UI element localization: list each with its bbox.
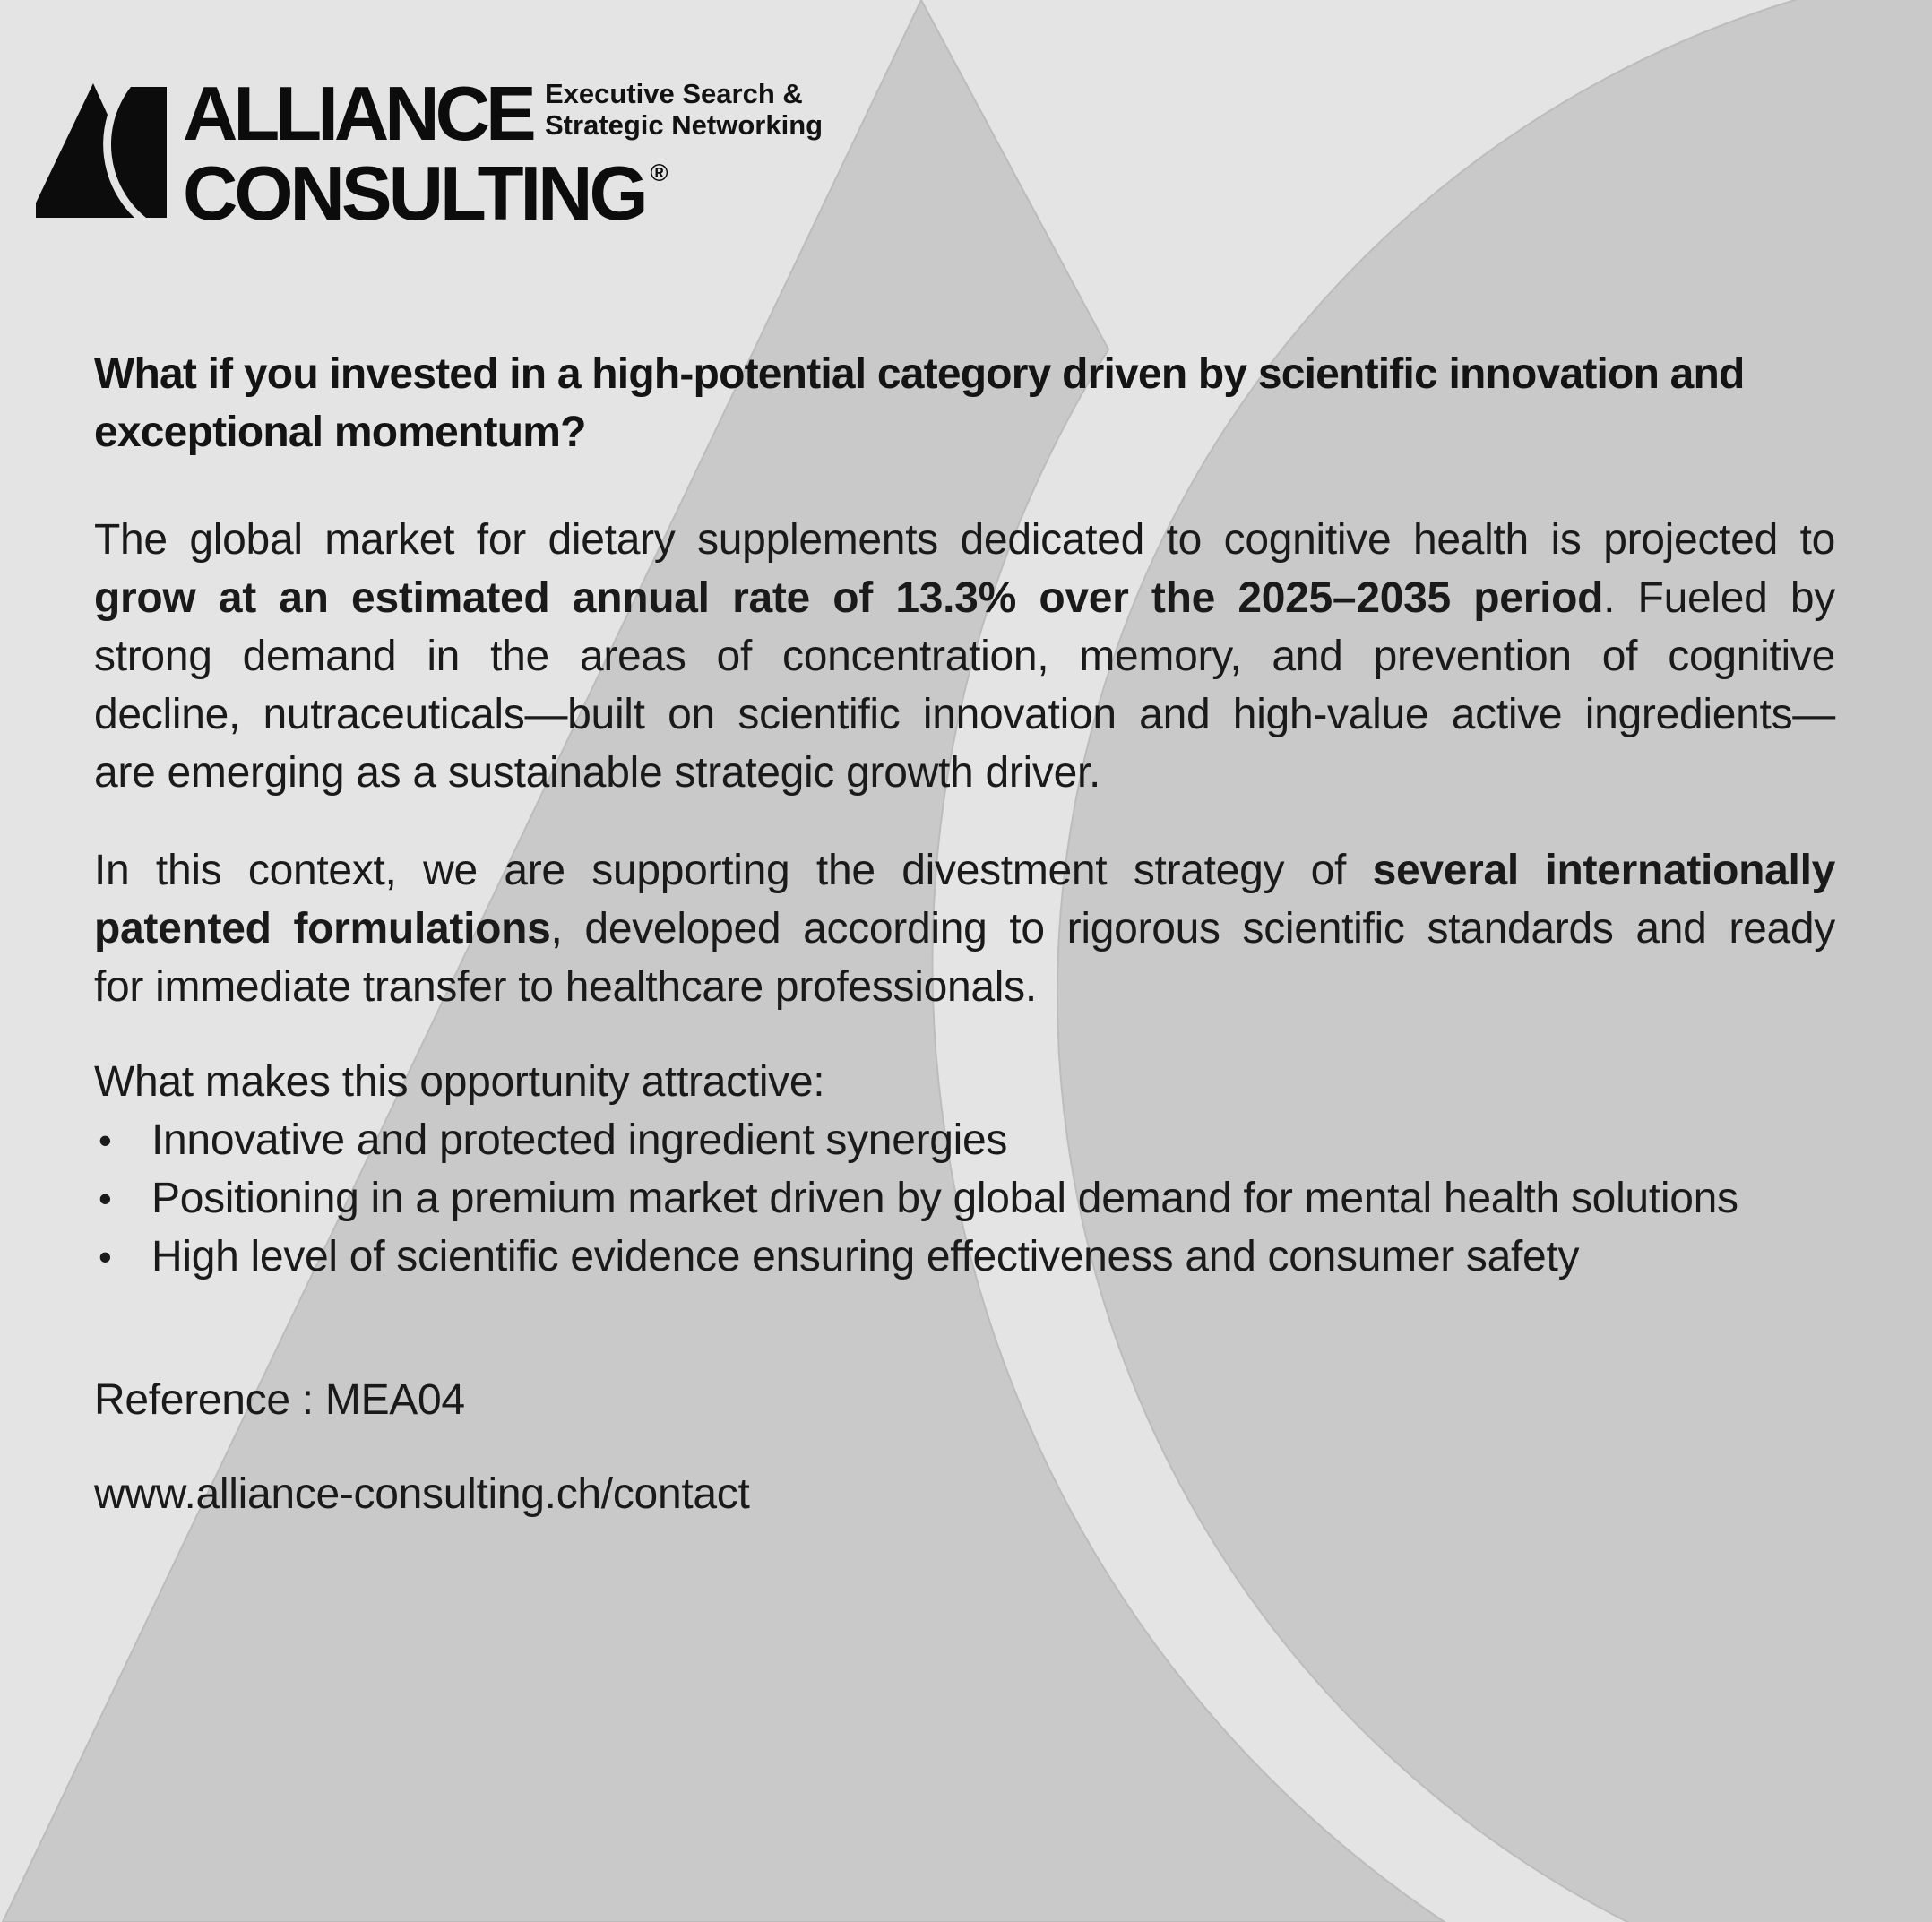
bullet-icon: • [99, 1236, 112, 1278]
paragraph-line: decline, nutraceuticals—built on scientific innovation and high-value active ingredients— [94, 691, 1835, 738]
paragraph-line: patented formulations, developed according to rigorous scientific standards and ready [94, 905, 1835, 952]
headline-line: What if you invested in a high-potential category driven by scientific innovation and [94, 350, 1745, 398]
paragraph-market-growth [94, 511, 1835, 802]
reference-code: MEA04 [324, 1376, 465, 1424]
bullet-icon: • [99, 1177, 112, 1220]
paragraph-line: are emerging as a sustainable strategic growth driver. [94, 749, 1101, 797]
list-item-text: Innovative and protected ingredient synergies [151, 1116, 1008, 1164]
logo-tagline-line1: Executive Search & [545, 78, 803, 109]
list-item-text: High level of scientific evidence ensuring effectiveness and consumer safety [151, 1233, 1580, 1280]
list-item [94, 1169, 1835, 1228]
paragraph-line: for immediate transfer to healthcare professionals. [94, 963, 1037, 1011]
brand-name-line2 [183, 151, 668, 250]
paragraph-line: In this context, we are supporting the divestment strategy of several internationally [94, 847, 1835, 894]
headline [94, 345, 1835, 461]
brand-name-line1: ALLIANCE [183, 72, 532, 157]
triangle-crescent-monogram-icon [36, 67, 170, 218]
paragraph-line: The global market for dietary supplements dedicated to cognitive health is projected to [94, 516, 1835, 564]
registered-trademark-symbol: ® [650, 159, 668, 186]
paragraph-divestment-mandate [94, 841, 1835, 1016]
reference-label: Reference : [94, 1376, 314, 1424]
logo-tagline-line2: Strategic Networking [545, 109, 824, 141]
logo-crescent-shape [111, 87, 167, 218]
reference-line [94, 1371, 1835, 1429]
list-item-text: Positioning in a premium market driven by global demand for mental health solutions [151, 1175, 1738, 1222]
list-item [94, 1228, 1835, 1286]
paragraph-line: grow at an estimated annual rate of 13.3% over the 2025–2035 period. Fueled by [94, 574, 1835, 622]
headline-line: exceptional momentum? [94, 409, 586, 456]
advantages-list [94, 1111, 1835, 1286]
list-intro: What makes this opportunity attractive: [94, 1058, 825, 1106]
website-link[interactable]: www.alliance-consulting.ch/contact [94, 1470, 750, 1518]
bullet-icon: • [99, 1119, 112, 1161]
brand-name-consulting: CONSULTING [183, 151, 645, 237]
paragraph-line: strong demand in the areas of concentration, memory, and prevention of cognitive [94, 633, 1835, 680]
list-item [94, 1111, 1835, 1169]
